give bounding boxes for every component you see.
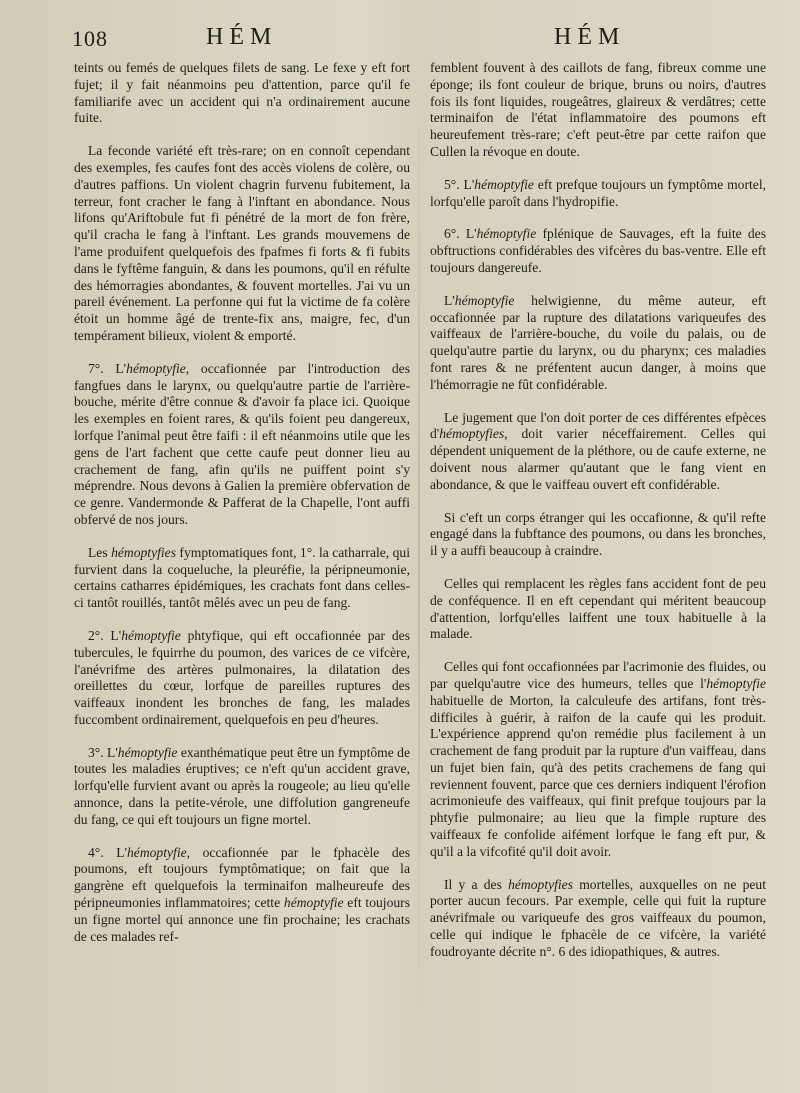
paragraph <box>74 745 410 829</box>
running-head-left: HÉM <box>206 24 278 50</box>
text-run: Les <box>88 544 112 560</box>
text-run: phtyfique, qui eft occafionnée par des tubercules, le fquirrhe du poumon, des varices de ce vifcère, l'anévrifme des artères pulmonaires, la dilatation des oreillettes du cœur, lorfque de pareilles ruptures des vaiffeaux inondent les bronches de fang, les malades fuccombent ordinairement, quelquefois en peu d'heures. <box>74 627 410 727</box>
text-run: Il y a des <box>444 876 509 892</box>
paragraph <box>430 576 766 643</box>
text-run: L' <box>444 292 455 308</box>
italic-term: hémoptyfies <box>439 426 505 442</box>
right-column <box>430 60 766 977</box>
paragraph <box>74 60 410 127</box>
paragraph <box>430 226 766 276</box>
paragraph <box>430 877 766 961</box>
italic-term: hémoptyfie <box>126 844 187 860</box>
running-header <box>72 22 780 56</box>
column-gutter <box>418 60 420 1033</box>
text-run: fplénique de Sauvages, eft la fuite des obftructions confidérables des vifcères du bas-ventre. Elle eft toujours dangereufe. <box>430 226 766 275</box>
text-run: mortelles, auxquelles on ne peut porter aucun fecours. Par exemple, celle qui fuit la rupture anévrifmale ou variqueufe des gros vaiffeaux du poumon, celle qui indique le fphacèle de ce vifcère, la variété foudroyante décrite n°. 6 des idiopathiques, & autres. <box>430 876 766 959</box>
text-run: femblent fouvent à des caillots de fang, fibreux comme une éponge; ils font couleur de brique, bruns ou noirs, d'autres fois ils font liquides, rougeâtres, glaireux & verdâtres; cette terminaifon de l'état inflammatoire des poumons eft heureufement très-rare; c'eft peut-être par cette raifon que Cullen la révoque en doute. <box>430 60 766 159</box>
paragraph <box>430 293 766 394</box>
text-run: , occafionnée par l'introduction des fangfues dans le larynx, ou quelqu'autre partie de l'arrière-bouche, mérite d'être connue & d'avoir fa place ici. Quoique les exemples en foient rares, & qu'ils foient peu dangereux, lorfque l'animal peut être faifi : il eft néanmoins utile que les gens de l'art fachent que cette caufe peut donner lieu au crachement de fang, afin qu'ils ne puiffent point s'y méprendre. Nous devons à Galien la première obfervation de ce genre. Vandermonde & Pafferat de la Chapelle, l'ont auffi obfervé de nos jours. <box>74 360 410 527</box>
paragraph <box>74 545 410 612</box>
text-run: exanthématique peut être un fymptôme de toutes les maladies éruptives; ce n'eft qu'un accident grave, lorfqu'elle furvient avant ou après la rougeole; au lieu qu'elle annonce, dans la petite-vérole, une diffolution gangreneufe du fang, ce qui eft toujours un figne mortel. <box>74 744 410 827</box>
text-run: fymptomatiques font, 1°. la catharrale, qui furvient dans la coqueluche, la pleuréfie, la péripneumonie, certains catharres épidémiques, les crachats font dans celles-ci tantôt rouillés, tantôt mêlés avec un peu de fang. <box>74 544 410 611</box>
text-run: helwigienne, du même auteur, eft occafionnée par la rupture des dilatations variqueufes des vaiffeaux de l'arrière-bouche, du voile du palais, ou de quelqu'autre partie du larynx, ou du pharynx; ces maladies font rares & ne préfentent aucun danger, à moins que l'hémorragie ne fût confidérable. <box>430 292 766 392</box>
text-run: 7°. L' <box>88 360 127 376</box>
text-run: 4°. L' <box>88 844 127 860</box>
italic-term: hémoptyfie <box>121 627 181 643</box>
italic-term: hémoptyfie <box>126 360 186 376</box>
text-run: Si c'eft un corps étranger qui les occafionne, & qu'il refte engagé dans la fubftance des poumons, ou dans les bronches, il y a auffi beaucoup à craindre. <box>430 509 766 559</box>
paragraph <box>74 361 410 529</box>
text-run: La feconde variété eft très-rare; on en connoît cependant des exemples, fes caufes font des accès violens de colère, ou d'autres paffions. Un violent chagrin furvenu fubitement, la terreur, font cracher le fang à l'inftant en abondance. Nous lifons qu'Ariftobule fut fi pénétré de la mort de fon frère, qu'il cracha le fang à l'inftant. Les grands mouvemens de l'ame produifent quelquefois des fpafmes fi forts & fi fubits dans le fyftême fanguin, & dans les poumons, qu'il en réfulte des hémorragies abondantes, & fouvent mortelles. J'ai vu un pareil événement. La perfonne qui fut la victime de fa colère étoit un homme âgé de trente-fix ans, maigre, fec, d'un tempérament bilieux, violent & emporté. <box>74 143 410 343</box>
text-run: , doit varier néceffairement. Celles qui dépendent uniquement de la pléthore, ou de caufe externe, ne doivent nous alarmer qu'autant que le fang vient en abondance, & que le vaiffeau ouvert eft confidérable. <box>430 426 766 492</box>
text-run: Celles qui font occafionnées par l'acrimonie des fluides, ou par quelqu'autre vice des humeurs, telles que l' <box>430 659 766 691</box>
paragraph <box>430 60 766 161</box>
text-run: eft prefque toujours un fymptôme mortel, lorfqu'elle paroît dans l'hydropifie. <box>430 176 766 209</box>
italic-term: hémoptyfie <box>283 895 344 911</box>
italic-term: hémoptyfie <box>117 744 178 760</box>
italic-term: hémoptyfies <box>111 544 176 560</box>
text-run: 6°. L' <box>444 226 477 242</box>
text-run: eft toujours un figne mortel qui annonce une fin prochaine; les crachats de ces malades ref- <box>74 895 410 944</box>
paragraph <box>74 628 410 729</box>
page-number: 108 <box>72 26 108 51</box>
text-run: 3°. L' <box>88 744 118 760</box>
text-run: teints ou femés de quelques filets de sang. Le fexe y eft fort fujet; il y fait néanmoins peu d'attention, parce qu'il fe familiarife avec un accident qui n'a ordinairement aucune fuite. <box>74 60 410 126</box>
text-run: habituelle de Morton, la calculeufe des artifans, font très-difficiles à guérir, à raifon de la caufe qui les produit. L'expérience apprend qu'on remédie plus facilement à un crachement de fang produit par la rupture d'un vaiffeau, dans un fujet bien fain, qu'à des petits crachemens de fang qui reviennent fouvent, parce que ces derniers indiquent l'érofion acrimonieufe des vaiffeaux, qui finit prefque toujours par la phtyfie pulmonaire; au lieu que la fimple rupture des vaiffeaux fe confolide aifément lorfque le fang eft pur, & qu'il a la vifcofité qu'il doit avoir. <box>430 692 766 859</box>
paragraph <box>430 177 766 211</box>
paragraph <box>430 659 766 861</box>
text-run: 5°. L' <box>444 176 475 192</box>
italic-term: hémoptyfie <box>454 292 515 308</box>
paragraph <box>74 143 410 345</box>
text-run: 2°. L' <box>88 627 122 643</box>
text-run: Le jugement que l'on doit porter de ces différentes efpèces d' <box>430 409 766 442</box>
italic-term: hémoptyfies <box>508 876 574 892</box>
italic-term: hémoptyfie <box>706 675 766 691</box>
italic-term: hémoptyfie <box>474 176 534 192</box>
text-run: , occafionnée par le fphacèle des poumons, eft toujours fymptômatique; on fait que la gangrène eft quelquefois la terminaifon malheureufe des péripneumonies inflammatoires; cette <box>74 844 410 911</box>
paragraph <box>430 410 766 494</box>
paragraph <box>74 845 410 946</box>
left-column <box>74 60 410 961</box>
text-run: Celles qui remplacent les règles fans accident font de peu de conféquence. Il en eft cependant qui méritent beaucoup d'attention, lorfqu'elles laiffent une toux habituelle à la malade. <box>430 575 766 642</box>
italic-term: hémoptyfie <box>476 226 537 242</box>
paragraph <box>430 510 766 560</box>
running-head-right: HÉM <box>554 24 626 50</box>
